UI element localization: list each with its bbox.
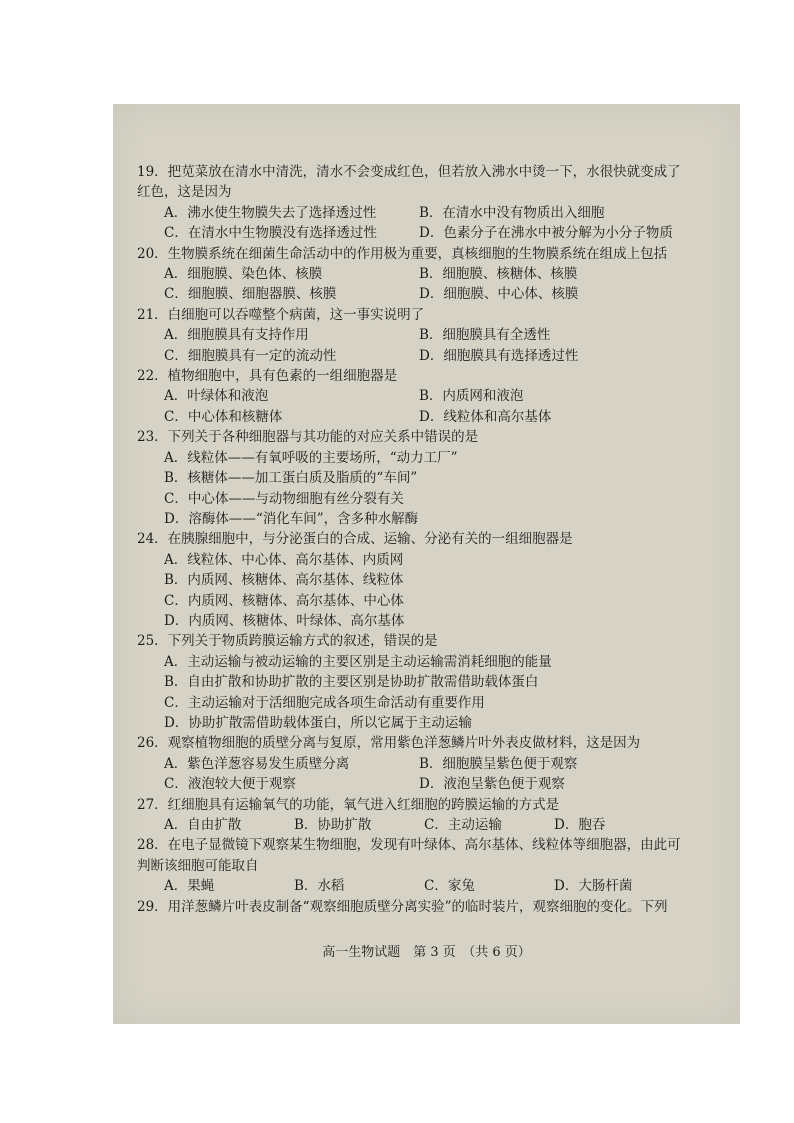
- option-a: A．自由扩散: [164, 817, 242, 833]
- option-a: A．细胞膜、染色体、核膜: [164, 266, 323, 283]
- question-20: [137, 244, 727, 305]
- question-27: [137, 795, 727, 836]
- question-28: [137, 835, 727, 896]
- option-a: A．果蝇: [164, 878, 215, 895]
- question-23: [137, 427, 727, 529]
- page-footer: 高一生物试题 第 3 页 （共 6 页）: [322, 945, 531, 960]
- option-d: D．内质网、核糖体、叶绿体、高尔基体: [164, 612, 405, 629]
- option-c: C．中心体——与动物细胞有丝分裂有关: [164, 490, 404, 507]
- option-c: C．细胞膜、细胞器膜、核膜: [164, 286, 337, 303]
- option-a: A．细胞膜具有支持作用: [164, 327, 309, 344]
- question-stem: 28．在电子显微镜下观察某生物细胞，发现有叶绿体、高尔基体、线粒体等细胞器，由此可: [137, 837, 681, 854]
- option-b: B．自由扩散和协助扩散的主要区别是协助扩散需借助载体蛋白: [164, 674, 539, 691]
- option-a: A．线粒体、中心体、高尔基体、内质网: [164, 551, 404, 568]
- question-stem: 26．观察植物细胞的质壁分离与复原，常用紫色洋葱鳞片叶外表皮做材料，这是因为: [137, 735, 641, 752]
- question-stem: 23．下列关于各种细胞器与其功能的对应关系中错误的是: [137, 429, 479, 446]
- option-d: D．线粒体和高尔基体: [419, 408, 552, 425]
- option-a: A．主动运输与被动运输的主要区别是主动运输需消耗细胞的能量: [164, 653, 552, 670]
- question-stem-continued: 红色，这是因为: [137, 184, 232, 201]
- option-b: B．细胞膜、核糖体、核膜: [419, 266, 578, 283]
- option-a: A．沸水使生物膜失去了选择透过性: [164, 204, 377, 221]
- option-c: C．内质网、核糖体、高尔基体、中心体: [164, 592, 404, 609]
- option-c: C．细胞膜具有一定的流动性: [164, 347, 337, 364]
- option-c: C．中心体和核糖体: [164, 408, 283, 425]
- option-c: C．在清水中生物膜没有选择透过性: [164, 225, 377, 242]
- question-24: [137, 529, 727, 631]
- option-d: D．细胞膜、中心体、核膜: [419, 286, 579, 303]
- option-b: B．核糖体——加工蛋白质及脂质的“车间”: [164, 470, 418, 487]
- option-b: B．内质网、核糖体、高尔基体、线粒体: [164, 572, 404, 589]
- option-a: A．叶绿体和液泡: [164, 388, 269, 405]
- question-21: [137, 305, 727, 366]
- option-b: B．内质网和液泡: [419, 388, 524, 405]
- question-stem: 29．用洋葱鳞片叶表皮制备“观察细胞质壁分离实验”的临时装片，观察细胞的变化。下列: [137, 898, 668, 915]
- option-b: B．细胞膜呈紫色便于观察: [419, 755, 578, 772]
- question-stem: 25．下列关于物质跨膜运输方式的叙述，错误的是: [137, 633, 438, 650]
- option-d: D．胞吞: [554, 817, 606, 833]
- question-19: [137, 162, 727, 244]
- question-stem: 20．生物膜系统在细菌生命活动中的作用极为重要，真核细胞的生物膜系统在组成上包括: [137, 245, 668, 262]
- option-b: B．协助扩散: [294, 817, 372, 833]
- option-c: C．家兔: [424, 878, 475, 895]
- option-d: D．色素分子在沸水中被分解为小分子物质: [419, 225, 673, 242]
- question-stem: 27．红细胞具有运输氧气的功能，氧气进入红细胞的跨膜运输的方式是: [137, 796, 560, 813]
- option-c: C．主动运输: [424, 817, 502, 833]
- option-d: D．大肠杆菌: [554, 878, 633, 895]
- option-c: C．液泡较大便于观察: [164, 776, 296, 793]
- question-list: [137, 162, 727, 917]
- option-a: A．紫色洋葱容易发生质壁分离: [164, 755, 350, 772]
- question-25: [137, 631, 727, 733]
- question-stem: 21．白细胞可以吞噬整个病菌，这一事实说明了: [137, 306, 425, 323]
- option-b: B．细胞膜具有全透性: [419, 327, 551, 344]
- question-stem: 22．植物细胞中，具有色素的一组细胞器是: [137, 368, 398, 385]
- option-d: D．液泡呈紫色便于观察: [419, 776, 565, 793]
- option-d: D．协助扩散需借助载体蛋白，所以它属于主动运输: [164, 714, 472, 731]
- option-b: B．水稻: [294, 878, 345, 895]
- option-d: D．溶酶体——“消化车间”，含多种水解酶: [164, 510, 419, 527]
- option-d: D．细胞膜具有选择透过性: [419, 347, 579, 364]
- question-stem: 24．在胰腺细胞中，与分泌蛋白的合成、运输、分泌有关的一组细胞器是: [137, 531, 573, 548]
- question-stem-continued: 判断该细胞可能取自: [137, 857, 259, 874]
- option-c: C．主动运输对于活细胞完成各项生命活动有重要作用: [164, 694, 485, 711]
- option-b: B．在清水中没有物质出入细胞: [419, 204, 605, 221]
- option-a: A．线粒体——有氧呼吸的主要场所，“动力工厂”: [164, 449, 458, 466]
- question-22: [137, 366, 727, 427]
- question-stem: 19．把苋菜放在清水中清洗，清水不会变成红色，但若放入沸水中烫一下，水很快就变成了: [137, 164, 681, 180]
- question-26: [137, 733, 727, 794]
- question-29: [137, 897, 727, 917]
